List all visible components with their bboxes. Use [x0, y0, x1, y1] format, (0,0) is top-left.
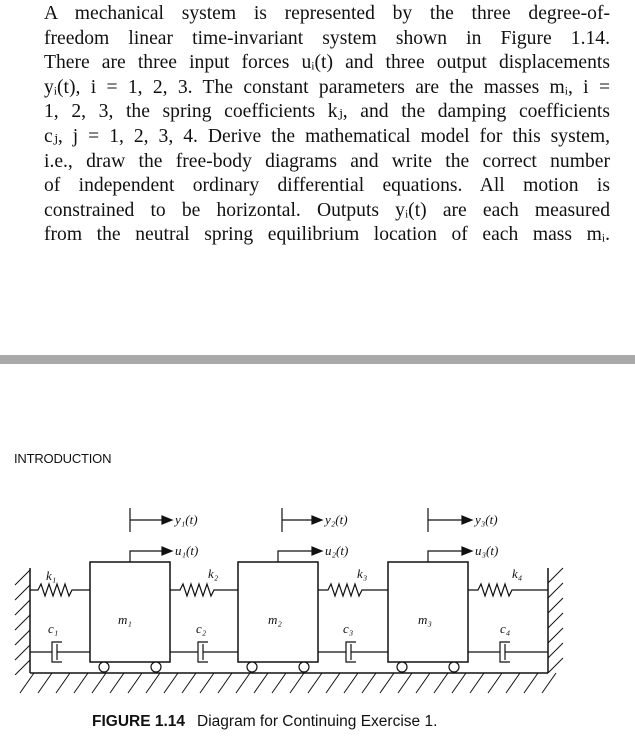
damper-2	[170, 642, 238, 662]
spring-label-4: k₄	[512, 566, 523, 581]
figure-caption	[92, 713, 437, 731]
right-wall-hatch	[548, 568, 563, 673]
force-label-3: u₃(t)	[475, 543, 499, 558]
problem-line: cⱼ, j = 1, 2, 3, 4. Derive the mathematical model for this system,	[44, 125, 610, 147]
damper-label-4: c₄	[500, 621, 511, 636]
displacement-arrow-3	[428, 508, 472, 532]
problem-line: of independent ordinary differential equations. All motion is	[44, 175, 610, 197]
section-header: INTRODUCTION	[14, 451, 112, 466]
displacement-label-3: y₃(t)	[475, 512, 498, 527]
force-arrow-1	[130, 547, 172, 562]
problem-statement	[44, 2, 610, 248]
mass-spring-damper-diagram	[0, 490, 635, 710]
problem-line: A mechanical system is represented by the three degree-of-	[44, 3, 610, 24]
force-label-2: u₂(t)	[325, 543, 349, 558]
displacement-label-2: y₂(t)	[325, 512, 348, 527]
page-divider	[0, 355, 635, 364]
problem-line: There are three input forces uᵢ(t) and three output displacements	[44, 52, 610, 74]
mass-label-1: m₁	[118, 612, 132, 627]
problem-line: i.e., draw the free-body diagrams and write the correct number	[44, 150, 610, 172]
damper-label-2: c₂	[196, 621, 207, 636]
spring-4	[468, 584, 548, 596]
spring-label-1: k₁	[46, 568, 57, 583]
spring-label-2: k₂	[208, 566, 219, 581]
damper-label-1: c₁	[48, 621, 59, 636]
spring-2	[170, 584, 238, 596]
left-wall-hatch	[15, 570, 30, 675]
spring-1	[30, 584, 90, 596]
damper-3	[318, 642, 388, 662]
wheels	[99, 662, 459, 672]
damper-label-3: c₃	[343, 621, 354, 636]
displacement-arrow-2	[282, 508, 322, 532]
problem-line: yᵢ(t), i = 1, 2, 3. The constant parameters are the masses mᵢ, i =	[44, 76, 610, 98]
force-arrow-3	[428, 547, 472, 562]
mass-label-3: m₃	[418, 612, 432, 627]
mass-label-2: m₂	[268, 612, 282, 627]
caption-label: FIGURE 1.14	[92, 713, 186, 730]
displacement-arrow-1	[130, 508, 172, 532]
problem-line: freedom linear time-invariant system shown in Figure 1.14.	[44, 27, 610, 49]
force-arrow-2	[278, 547, 322, 562]
spring-3	[318, 584, 388, 596]
force-label-1: u₁(t)	[175, 543, 199, 558]
spring-label-3: k₃	[357, 566, 368, 581]
damper-4	[468, 642, 548, 662]
displacement-label-1: y₁(t)	[175, 512, 198, 527]
problem-line: constrained to be horizontal. Outputs yᵢ(t) are each measured	[44, 199, 610, 221]
problem-line: from the neutral spring equilibrium location of each mass mᵢ.	[44, 224, 610, 246]
problem-line: 1, 2, 3, the spring coefficients kⱼ, and the damping coefficients	[44, 101, 610, 123]
damper-1	[30, 642, 90, 662]
ground-hatch	[20, 673, 556, 693]
caption-text: Diagram for Continuing Exercise 1.	[197, 713, 438, 730]
